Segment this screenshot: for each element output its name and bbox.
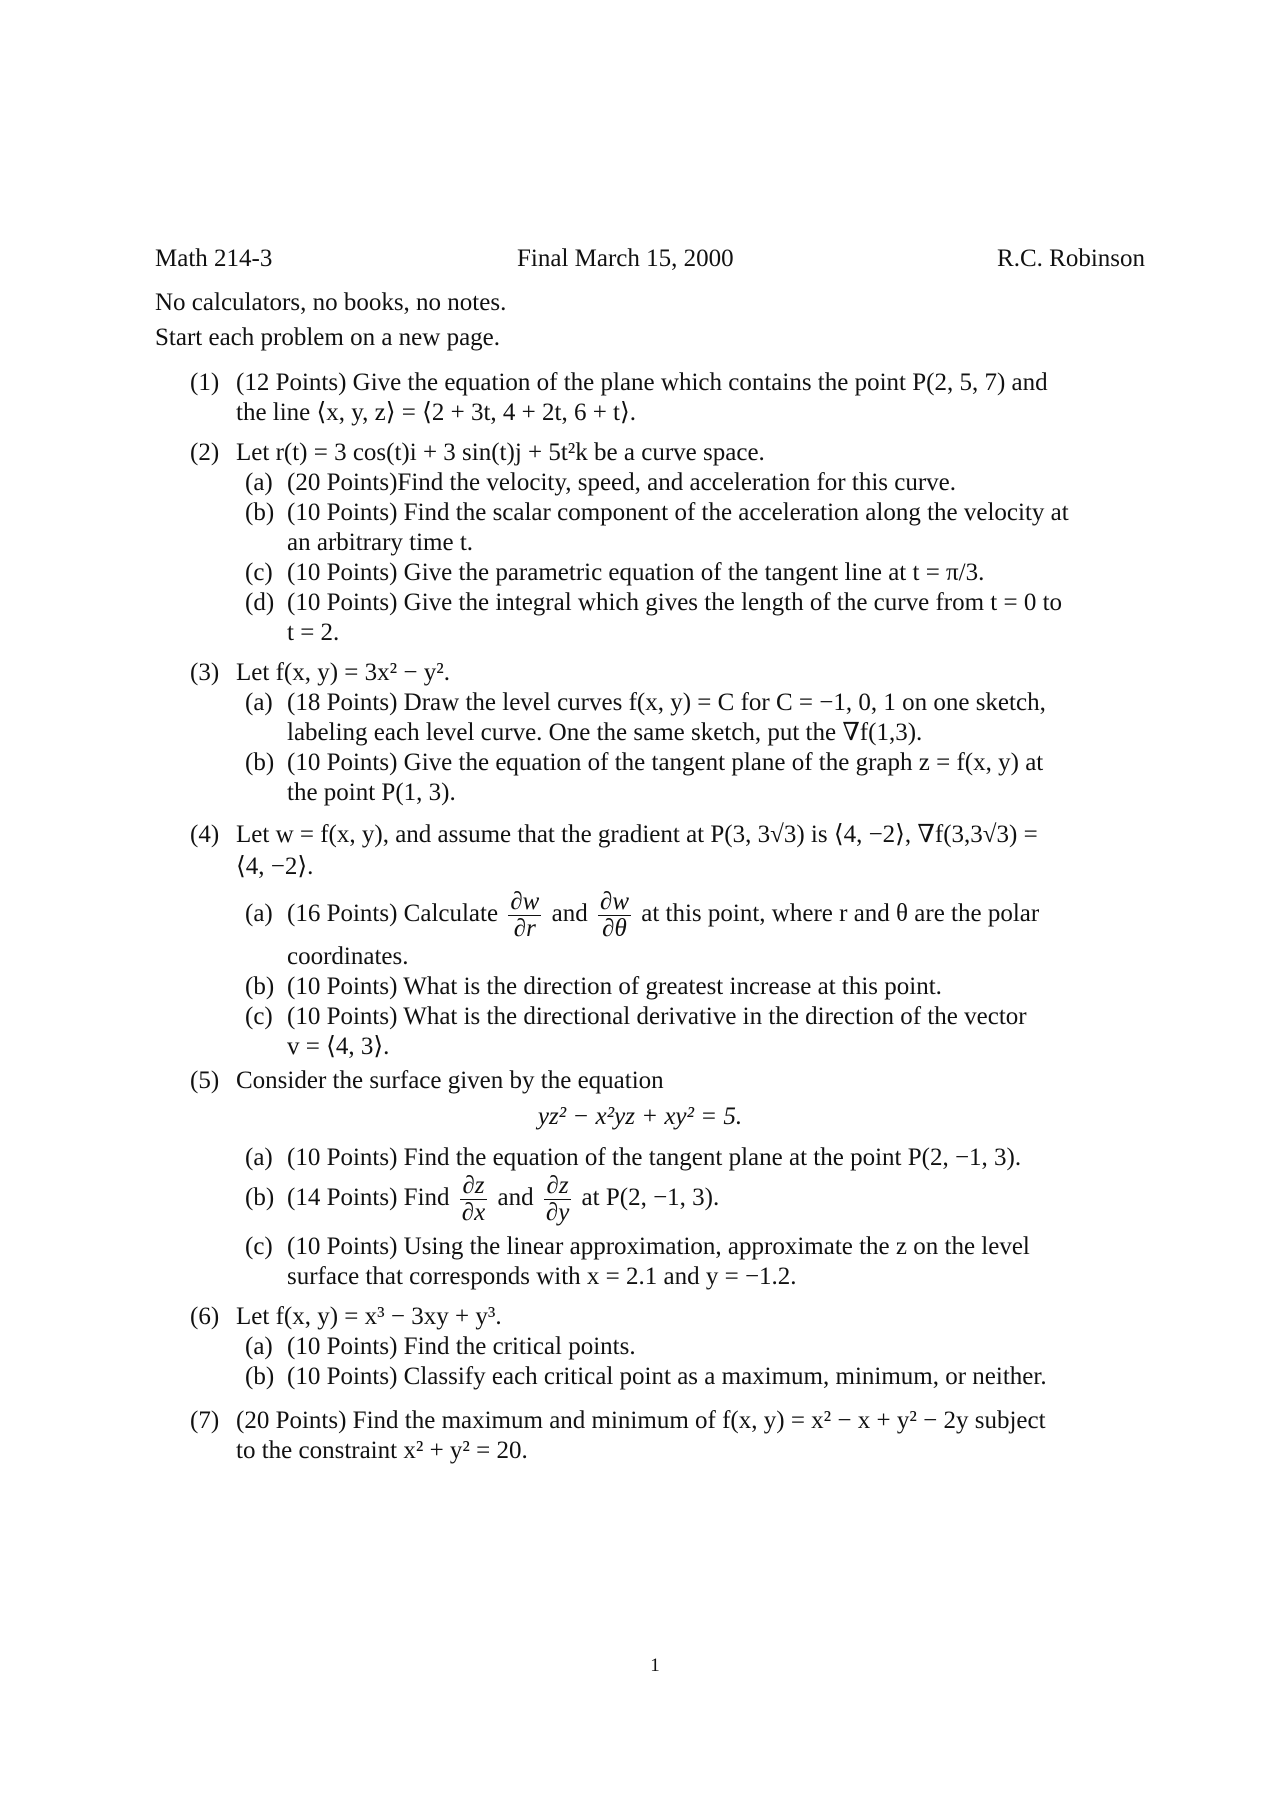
- part-text: surface that corresponds with x = 2.1 and y = −1.2.: [287, 1263, 797, 1290]
- problem-stem: Let f(x, y) = x³ − 3xy + y³.: [236, 1303, 502, 1330]
- problem-stem: Let f(x, y) = 3x² − y².: [236, 659, 450, 686]
- problem-stem: Let r(t) = 3 cos(t)i + 3 sin(t)j + 5t²k be a curve space.: [236, 439, 765, 466]
- part-text: (18 Points) Draw the level curves f(x, y) = C for C = −1, 0, 1 on one sketch,: [287, 689, 1046, 716]
- exam-title: Final March 15, 2000: [517, 245, 734, 272]
- page-header: [155, 245, 1145, 279]
- instruction-line: Start each problem on a new page.: [155, 324, 501, 351]
- part-text: (10 Points) Using the linear approximation, approximate the z on the level: [287, 1233, 1030, 1260]
- problem-number: (5): [190, 1067, 220, 1094]
- part-text: labeling each level curve. One the same sketch, put the ∇f(1,3).: [287, 719, 923, 746]
- part-text: (20 Points)Find the velocity, speed, and acceleration for this curve.: [287, 469, 957, 496]
- partial-derivative-w-r: [508, 889, 541, 942]
- part-text-pre: (14 Points) Find: [287, 1184, 450, 1211]
- problem-number: (3): [190, 659, 220, 686]
- part-text: [287, 1168, 1155, 1228]
- part-text: (10 Points) Classify each critical point as a maximum, minimum, or neither.: [287, 1363, 1047, 1390]
- part-text-mid: and: [497, 1184, 534, 1211]
- problem-text: ⟨4, −2⟩.: [236, 853, 314, 880]
- instruction-line: No calculators, no books, no notes.: [155, 289, 507, 316]
- surface-equation: yz² − x²yz + xy² = 5.: [537, 1103, 743, 1130]
- part-label: (a): [245, 1333, 273, 1360]
- part-label: (b): [245, 973, 275, 1000]
- part-text: (10 Points) Find the equation of the tangent plane at the point P(2, −1, 3).: [287, 1144, 1022, 1171]
- part-text: (10 Points) Find the critical points.: [287, 1333, 636, 1360]
- fraction-denominator: ∂x: [461, 1198, 486, 1226]
- problem-text: Let w = f(x, y), and assume that the gradient at P(3, 3√3) is ⟨4, −2⟩, ∇f(3,3√3) =: [236, 821, 1038, 848]
- part-text-mid: and: [551, 900, 588, 927]
- part-label: (a): [245, 900, 273, 927]
- part-text: [287, 884, 1155, 944]
- part-label: (b): [245, 499, 275, 526]
- partial-derivative-z-x: [460, 1173, 487, 1226]
- problem-text: the line ⟨x, y, z⟩ = ⟨2 + 3t, 4 + 2t, 6 + t⟩.: [236, 399, 636, 426]
- part-text: (10 Points) What is the direction of greatest increase at this point.: [287, 973, 942, 1000]
- part-text-post: at this point, where r and θ are the polar: [641, 900, 1040, 927]
- part-label: (d): [245, 589, 275, 616]
- problem-text: (20 Points) Find the maximum and minimum of f(x, y) = x² − x + y² − 2y subject: [236, 1407, 1046, 1434]
- problem-number: (1): [190, 369, 220, 396]
- part-label: (b): [245, 1184, 275, 1211]
- part-text: the point P(1, 3).: [287, 779, 456, 806]
- fraction-denominator: ∂θ: [602, 914, 627, 942]
- problem-number: (6): [190, 1303, 220, 1330]
- part-text: (10 Points) Give the equation of the tangent plane of the graph z = f(x, y) at: [287, 749, 1044, 776]
- part-text: (10 Points) Find the scalar component of the acceleration along the velocity at: [287, 499, 1069, 526]
- part-text: (10 Points) Give the integral which gives the length of the curve from t = 0 to: [287, 589, 1063, 616]
- part-label: (c): [245, 559, 273, 586]
- part-text: coordinates.: [287, 943, 409, 970]
- instructor-name: R.C. Robinson: [997, 245, 1145, 272]
- part-text: t = 2.: [287, 619, 340, 646]
- problem-4a: [245, 884, 1155, 944]
- fraction-denominator: ∂r: [513, 914, 536, 942]
- fraction-numerator: ∂z: [544, 1173, 571, 1200]
- fraction-numerator: ∂z: [460, 1173, 487, 1200]
- problem-5b: [245, 1168, 1155, 1228]
- part-label: (a): [245, 689, 273, 716]
- part-label: (a): [245, 469, 273, 496]
- part-text: v = ⟨4, 3⟩.: [287, 1033, 390, 1060]
- part-text: (10 Points) Give the parametric equation of the tangent line at t = π/3.: [287, 559, 985, 586]
- part-text-post: at P(2, −1, 3).: [581, 1184, 720, 1211]
- part-text: an arbitrary time t.: [287, 529, 474, 556]
- fraction-numerator: ∂w: [510, 887, 540, 915]
- part-text-pre: (16 Points) Calculate: [287, 900, 499, 927]
- part-label: (c): [245, 1233, 273, 1260]
- part-label: (b): [245, 749, 275, 776]
- part-label: (a): [245, 1144, 273, 1171]
- problem-number: (2): [190, 439, 220, 466]
- problem-number: (7): [190, 1407, 220, 1434]
- part-label: (c): [245, 1003, 273, 1030]
- problem-number: (4): [190, 821, 220, 848]
- problem-text: to the constraint x² + y² = 20.: [236, 1437, 528, 1464]
- fraction-numerator: ∂w: [599, 887, 629, 915]
- partial-derivative-z-y: [544, 1173, 571, 1226]
- problem-stem: Consider the surface given by the equation: [236, 1067, 664, 1094]
- part-text: (10 Points) What is the directional derivative in the direction of the vector: [287, 1003, 1027, 1030]
- problem-text: (12 Points) Give the equation of the plane which contains the point P(2, 5, 7) and: [236, 369, 1048, 396]
- page-number: 1: [650, 1655, 660, 1676]
- course-name: Math 214-3: [155, 245, 273, 272]
- fraction-denominator: ∂y: [545, 1198, 570, 1226]
- part-label: (b): [245, 1363, 275, 1390]
- partial-derivative-w-theta: [598, 889, 631, 942]
